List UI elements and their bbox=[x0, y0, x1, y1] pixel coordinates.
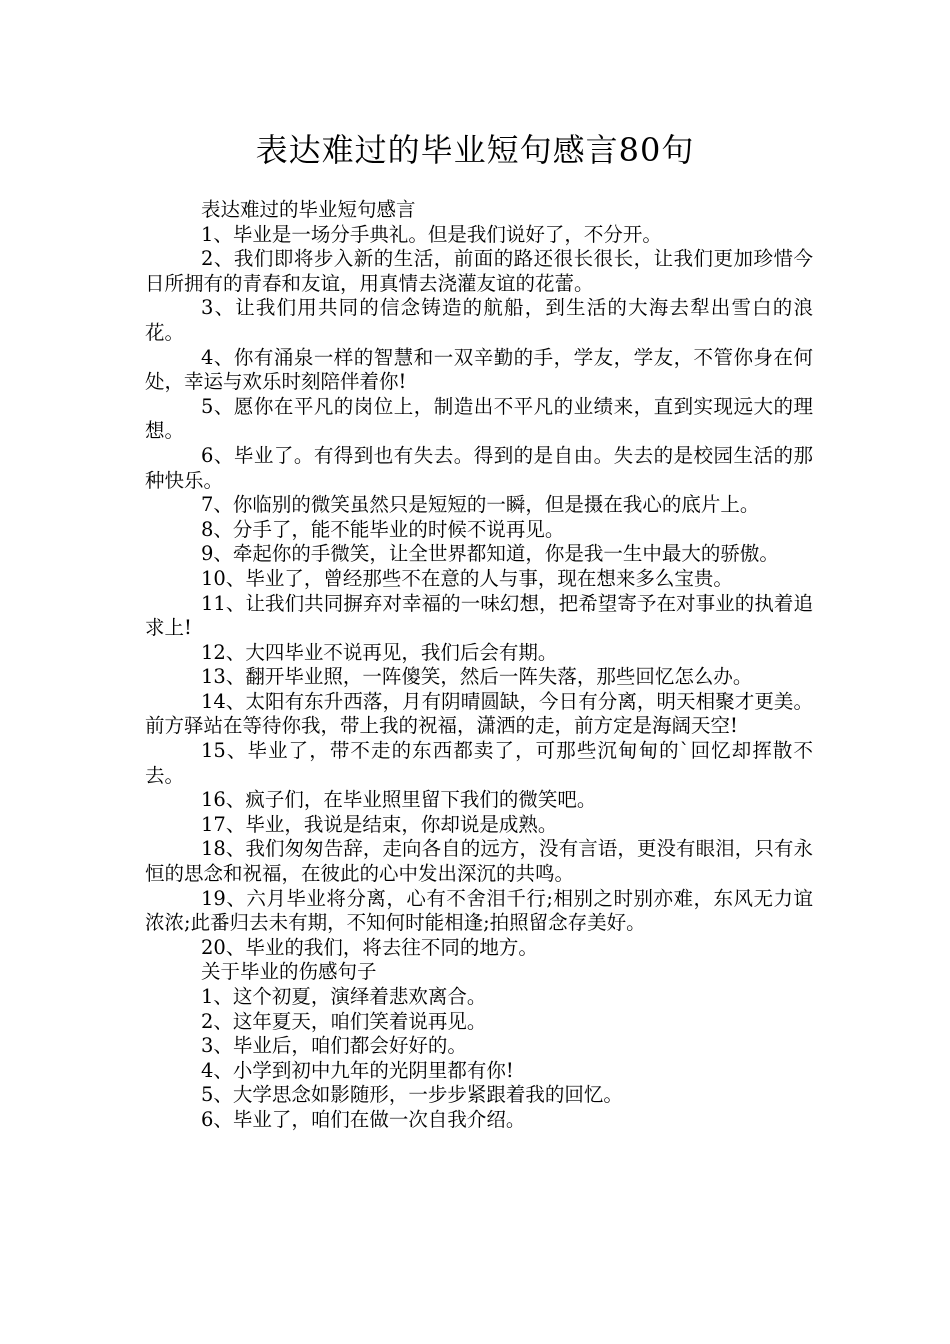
list-item: 10、毕业了，曾经那些不在意的人与事，现在想来多么宝贵。 bbox=[201, 566, 733, 590]
section-heading: 表达难过的毕业短句感言 bbox=[201, 198, 416, 221]
list-item: 8、分手了，能不能毕业的时候不说再见。 bbox=[201, 517, 565, 541]
list-item: 6、毕业了。有得到也有失去。得到的是自由。失去的是校园生活的那种快乐。 bbox=[145, 443, 813, 492]
list-item: 5、愿你在平凡的岗位上，制造出不平凡的业绩来，直到实现远大的理想。 bbox=[145, 394, 813, 443]
list-item: 1、这个初夏，演绎着悲欢离合。 bbox=[201, 985, 487, 1008]
section-heading: 关于毕业的伤感句子 bbox=[201, 960, 377, 984]
list-item: 17、毕业，我说是结束，你却说是成熟。 bbox=[201, 812, 558, 836]
list-item: 4、小学到初中九年的光阴里都有你! bbox=[201, 1058, 514, 1082]
list-item: 3、毕业后，咱们都会好好的。 bbox=[201, 1034, 467, 1058]
list-item: 7、你临别的微笑虽然只是短短的一瞬，但是摄在我心的底片上。 bbox=[201, 493, 760, 517]
list-item: 12、大四毕业不说再见，我们后会有期。 bbox=[201, 640, 558, 664]
list-item: 2、我们即将步入新的生活，前面的路还很长很长，让我们更加珍惜今日所拥有的青春和友谊，用真情去浇灌友谊的花蕾。 bbox=[145, 247, 813, 295]
list-item: 19、六月毕业将分离，心有不舍泪千行;相别之时别亦难，东风无力谊浓浓;此番归去未有期，不知何时能相逢;拍照留念存美好。 bbox=[145, 886, 813, 935]
list-item: 9、牵起你的手微笑，让全世界都知道，你是我一生中最大的骄傲。 bbox=[201, 542, 779, 566]
list-item: 20、毕业的我们，将去往不同的地方。 bbox=[201, 935, 538, 959]
document-body bbox=[145, 198, 813, 1133]
list-item: 14、太阳有东升西落，月有阴晴圆缺，今日有分离，明天相聚才更美。前方驿站在等待你我，带上我的祝福，潇洒的走，前方定是海阔天空! bbox=[145, 689, 813, 738]
list-item: 5、大学思念如影随形，一步步紧跟着我的回忆。 bbox=[201, 1083, 623, 1107]
list-item: 2、这年夏天，咱们笑着说再见。 bbox=[201, 1009, 487, 1033]
list-item: 16、疯子们，在毕业照里留下我们的微笑吧。 bbox=[201, 788, 597, 812]
list-item: 3、让我们用共同的信念铸造的航船，到生活的大海去犁出雪白的浪花。 bbox=[145, 296, 813, 344]
list-item: 11、让我们共同摒弃对幸福的一味幻想，把希望寄予在对事业的执着追求上! bbox=[145, 591, 813, 640]
list-item: 18、我们匆匆告辞，走向各自的远方，没有言语，更没有眼泪，只有永恒的思念和祝福，在彼此的心中发出深沉的共鸣。 bbox=[145, 837, 813, 886]
list-item: 1、毕业是一场分手典礼。但是我们说好了，不分开。 bbox=[201, 222, 662, 246]
list-item: 13、翻开毕业照，一阵傻笑，然后一阵失落，那些回忆怎么办。 bbox=[201, 665, 753, 689]
list-item: 4、你有涌泉一样的智慧和一双辛勤的手，学友，学友，不管你身在何处，幸运与欢乐时刻陪伴着你! bbox=[145, 345, 813, 394]
document-title: 表达难过的毕业短句感言80句 bbox=[255, 131, 695, 169]
list-item: 15、毕业了，带不走的东西都卖了，可那些沉甸甸的`回忆却挥散不去。 bbox=[145, 739, 813, 787]
list-item: 6、毕业了，咱们在做一次自我介绍。 bbox=[201, 1107, 526, 1131]
